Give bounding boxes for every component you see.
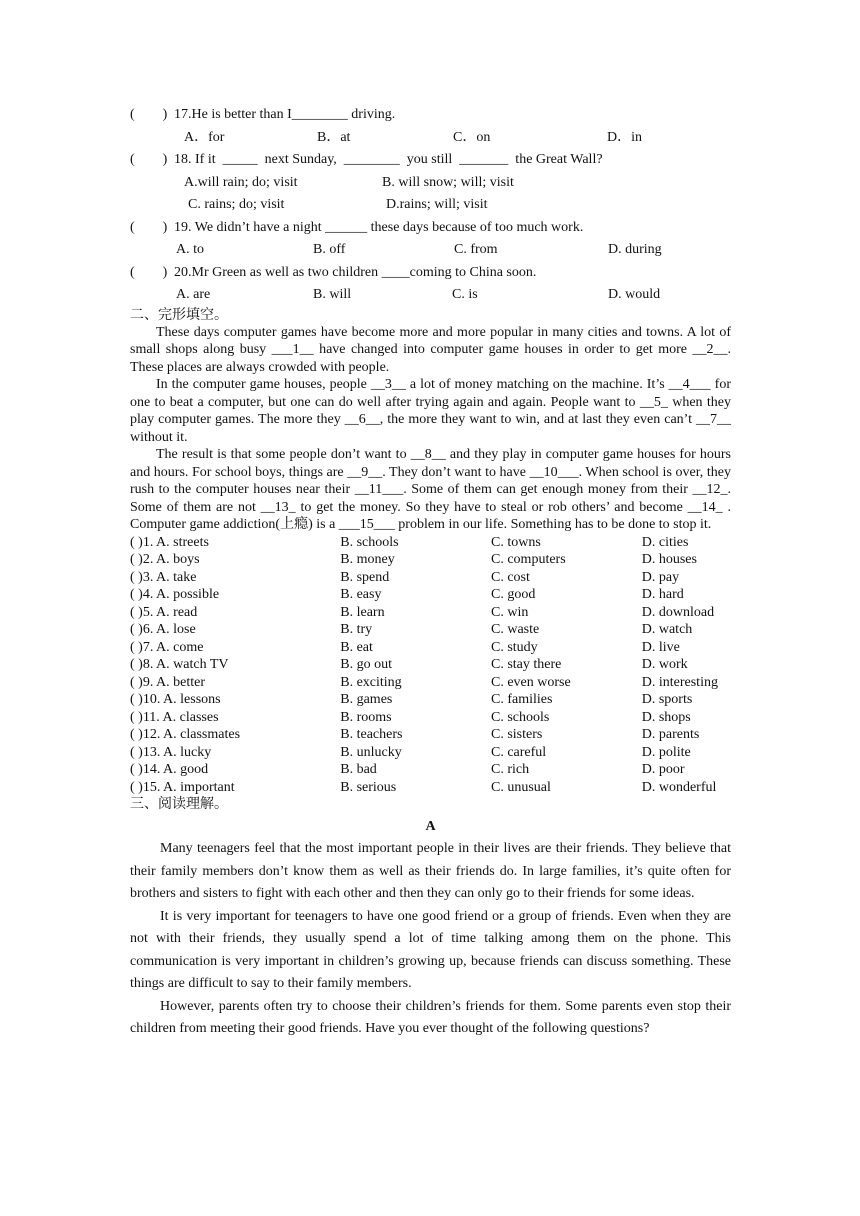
- cloze-option-row: [130, 761, 731, 779]
- option-b: B. spend: [340, 569, 390, 585]
- option-a[interactable]: ( )6. A. lose: [130, 622, 196, 637]
- option-c: C. schools: [491, 709, 550, 725]
- option-b: B. unlucky: [340, 744, 402, 760]
- option-b: B. will snow; will; visit: [382, 174, 514, 190]
- cloze-options-table: [130, 534, 731, 797]
- option-c: C. good: [491, 587, 536, 602]
- option-c: C. win: [491, 604, 529, 620]
- option-b: B. try: [340, 622, 373, 637]
- option-c: C. towns: [491, 534, 541, 550]
- option-c: C. even worse: [491, 674, 571, 690]
- option-b: B. learn: [340, 604, 385, 620]
- option-d: D. shops: [641, 709, 691, 725]
- cloze-option-row: [130, 656, 731, 674]
- cloze-option-row: [130, 639, 731, 657]
- option-d: D．in: [607, 129, 642, 145]
- option-d: D.rains; will; visit: [386, 197, 488, 212]
- cloze-option-row: [130, 534, 731, 552]
- option-b: B. will: [313, 287, 352, 302]
- option-a[interactable]: ( )3. A. take: [130, 569, 197, 585]
- option-d: D. download: [641, 604, 715, 620]
- option-c: C. study: [491, 639, 538, 655]
- question-19-options: [130, 239, 731, 262]
- option-d: D. hard: [641, 587, 684, 602]
- cloze-option-row: [130, 726, 731, 744]
- option-a: A. to: [176, 242, 204, 257]
- option-b: B. exciting: [340, 674, 402, 690]
- option-c: C. sisters: [491, 727, 543, 742]
- exam-page: [130, 104, 731, 1041]
- answer-blank[interactable]: ( ): [130, 152, 168, 167]
- option-a[interactable]: ( )11. A. classes: [130, 709, 219, 725]
- option-c: C. careful: [491, 744, 547, 760]
- option-d: D. poor: [641, 762, 685, 777]
- cloze-option-row: [130, 621, 731, 639]
- question-stem: 20.Mr Green as well as two children ____coming to China soon.: [174, 264, 537, 280]
- option-a[interactable]: ( )13. A. lucky: [130, 744, 212, 760]
- option-d: D. would: [608, 287, 661, 302]
- cloze-paragraph: The result is that some people don’t want to __8__ and they play in computer game houses for hours and hours. For school boys, things are __9__. They don’t want to have __10___. When school is over, they rush to the computer houses near their __11___. Some of them can get enough money from their __12_. Some of them are not __13_ to get the money. So they have to steal or rob others’ and become __14_ . Computer game addiction(上瘾) is a ___15___ problem in our life. Something has to be done to stop it.: [130, 447, 731, 532]
- answer-blank[interactable]: ( ): [130, 107, 168, 122]
- option-d: D. sports: [641, 692, 693, 707]
- answer-blank[interactable]: ( ): [130, 264, 168, 280]
- option-a[interactable]: ( )10. A. lessons: [130, 692, 221, 707]
- option-b: B. go out: [340, 657, 392, 672]
- option-a: A．for: [184, 129, 225, 145]
- cloze-paragraph: These days computer games have become more and more popular in many cities and towns. A lot of small shops along busy ___1__ have changed into computer game houses in order to get more __2__. These places are always crowded with people.: [130, 324, 731, 375]
- option-b: B. teachers: [340, 727, 403, 742]
- reading-paragraph: Many teenagers feel that the most important people in their lives are their friends. They believe that their family members don’t know them as well as their friends do. In large families, it’s quite often for brothers and sisters to fight with each other and then they can only go to their friends for some ideas.: [130, 841, 731, 901]
- option-a[interactable]: ( )9. A. better: [130, 674, 206, 690]
- cloze-option-row: [130, 744, 731, 762]
- option-b: B. games: [340, 692, 393, 707]
- option-c: C. from: [454, 242, 498, 257]
- option-b: B. money: [340, 552, 395, 567]
- option-b: B. off: [313, 242, 346, 257]
- section-heading-reading: 三、阅读理解。: [130, 797, 228, 812]
- option-a[interactable]: ( )8. A. watch TV: [130, 657, 229, 672]
- question-19: [130, 217, 731, 240]
- option-a: A.will rain; do; visit: [184, 174, 298, 190]
- option-d: D. polite: [641, 744, 691, 760]
- option-c: C．on: [453, 129, 491, 145]
- option-c: C. is: [452, 287, 478, 302]
- option-a[interactable]: ( )5. A. read: [130, 604, 198, 620]
- cloze-option-row: [130, 586, 731, 604]
- option-d: D. work: [641, 657, 688, 672]
- cloze-option-row: [130, 569, 731, 587]
- question-18-options-row1: [130, 172, 731, 195]
- section-heading-cloze: 二、完形填空。: [130, 307, 228, 323]
- reading-paragraph: It is very important for teenagers to have one good friend or a group of friends. Even when they are not with their friends, they usually spend a lot of time talking among them on the phone. This communication is very important in children’s growing up, because friends can discuss something. These things are difficult to say to their family members.: [130, 908, 731, 991]
- option-c: C. stay there: [491, 657, 562, 672]
- option-c: C. computers: [491, 552, 566, 567]
- option-d: D. houses: [641, 552, 697, 567]
- question-18-options-row2: [130, 194, 731, 217]
- reading-paragraph: However, parents often try to choose their children’s friends for them. Some parents even stop their children from meeting their good friends. Have you ever thought of the following questions?: [130, 998, 731, 1036]
- option-a[interactable]: ( )7. A. come: [130, 639, 204, 655]
- passage-title: A: [425, 819, 436, 834]
- option-a[interactable]: ( )1. A. streets: [130, 534, 209, 550]
- option-d: D. interesting: [641, 674, 718, 690]
- cloze-option-row: [130, 604, 731, 622]
- question-17: [130, 104, 731, 127]
- option-a[interactable]: ( )15. A. important: [130, 779, 235, 795]
- option-d: D. wonderful: [641, 779, 717, 795]
- cloze-option-row: [130, 779, 731, 797]
- option-a[interactable]: ( )4. A. possible: [130, 587, 220, 602]
- option-d: D. pay: [641, 569, 680, 585]
- cloze-paragraph: In the computer game houses, people __3__ a lot of money matching on the machine. It’s __4___ for one to beat a computer, but one can do well after trying again and again. People want to __5_ when they play computer games. The more they __6__, the more they want to win, and at last they even can’t __7__ without it.: [130, 377, 731, 445]
- option-d: D. watch: [641, 622, 693, 637]
- option-c: C. cost: [491, 569, 530, 585]
- cloze-option-row: [130, 691, 731, 709]
- option-b: B. rooms: [340, 709, 392, 725]
- option-d: D. during: [608, 242, 662, 257]
- cloze-option-row: [130, 551, 731, 569]
- question-20-options: [130, 284, 731, 307]
- option-d: D. parents: [641, 727, 700, 742]
- option-a[interactable]: ( )12. A. classmates: [130, 727, 241, 742]
- option-c: C. families: [491, 692, 553, 707]
- option-c: C. unusual: [491, 779, 551, 795]
- option-a[interactable]: ( )2. A. boys: [130, 552, 200, 567]
- option-b: B．at: [317, 129, 351, 145]
- option-b: B. bad: [340, 762, 377, 777]
- option-c: C. rich: [491, 762, 530, 777]
- option-c: C. waste: [491, 622, 540, 637]
- question-18: [130, 149, 731, 172]
- cloze-option-row: [130, 674, 731, 692]
- option-b: B. eat: [340, 639, 373, 655]
- option-a: A. are: [176, 287, 211, 302]
- question-stem: 17.He is better than I________ driving.: [174, 107, 396, 122]
- option-d: D. live: [641, 639, 680, 655]
- option-c: C. rains; do; visit: [188, 197, 285, 212]
- option-b: B. schools: [340, 534, 399, 550]
- question-stem: 18. If it _____ next Sunday, ________ you still _______ the Great Wall?: [174, 152, 603, 167]
- option-b: B. easy: [340, 587, 382, 602]
- answer-blank[interactable]: ( ): [130, 219, 168, 235]
- option-a[interactable]: ( )14. A. good: [130, 762, 209, 777]
- option-b: B. serious: [340, 779, 397, 795]
- cloze-option-row: [130, 709, 731, 727]
- question-stem: 19. We didn’t have a night ______ these days because of too much work.: [174, 219, 584, 235]
- question-20: [130, 262, 731, 285]
- question-17-options: [130, 127, 731, 150]
- option-d: D. cities: [641, 534, 689, 550]
